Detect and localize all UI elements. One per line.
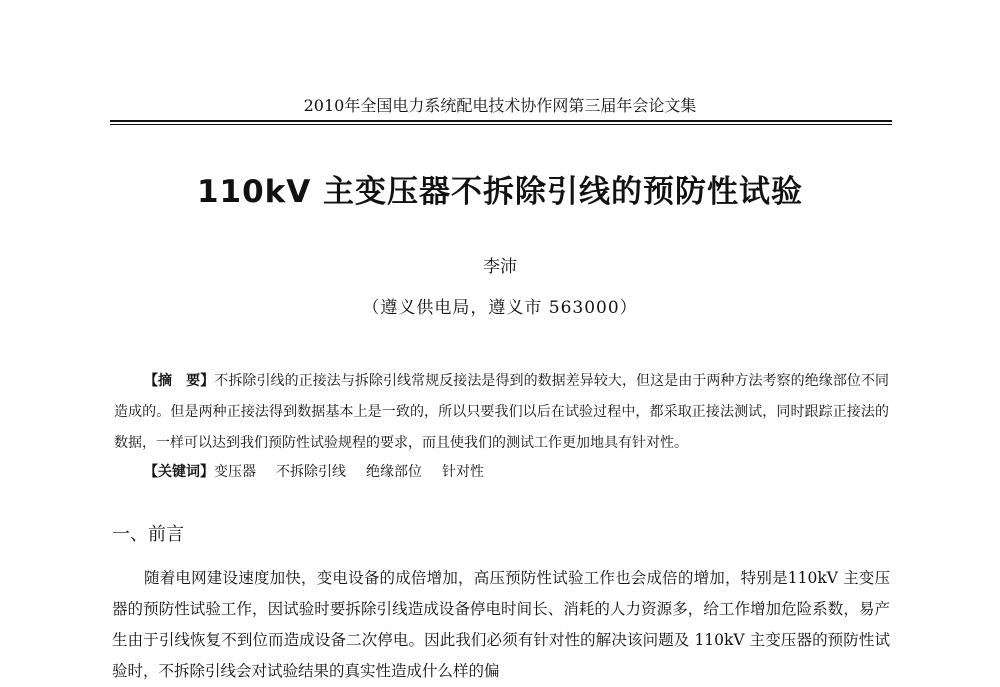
author-name: 李沛: [483, 257, 517, 277]
keyword: 变压器: [214, 464, 256, 480]
keyword: 针对性: [442, 464, 484, 480]
section-heading: 一、前言: [112, 524, 184, 545]
abstract: [114, 366, 889, 459]
author-affiliation: （遵义供电局，遵义市 563000）: [362, 298, 638, 318]
keywords: [144, 462, 884, 482]
keyword: 绝缘部位: [366, 464, 422, 480]
keyword: 不拆除引线: [276, 464, 346, 480]
running-header: 2010年全国电力系统配电技术协作网第三届年会论文集: [303, 96, 697, 115]
header-rule-thin: [110, 124, 892, 125]
keywords-label: 【关键词】: [144, 464, 214, 480]
abstract-label: 【摘 要】: [144, 373, 215, 389]
abstract-text: 不拆除引线的正接法与拆除引线常规反接法是得到的数据差异较大，但这是由于两种方法考察的绝缘部位不同造成的。但是两种正接法得到数据基本上是一致的，所以只要我们以后在试验过程中，都采取正接法测试，同时跟踪正接法的数据，一样可以达到我们预防性试验规程的要求，而且使我们的测试工作更加地具有针对性。: [114, 373, 890, 451]
header-rule: [110, 120, 892, 122]
body-paragraph: 随着电网建设速度加快，变电设备的成倍增加，高压预防性试验工作也会成倍的增加，特别是110kV 主变压器的预防性试验工作，因试验时要拆除引线造成设备停电时间长、消耗的人力资源多，给工作增加危险系数，易产生由于引线恢复不到位而造成设备二次停电。因此我们必须有针对性的解决该问题及 110kV 主变压器的预防性试验时，不拆除引线会对试验结果的真实性造成什么样的偏: [112, 569, 890, 680]
paper-title: 110kV 主变压器不拆除引线的预防性试验: [196, 174, 804, 210]
